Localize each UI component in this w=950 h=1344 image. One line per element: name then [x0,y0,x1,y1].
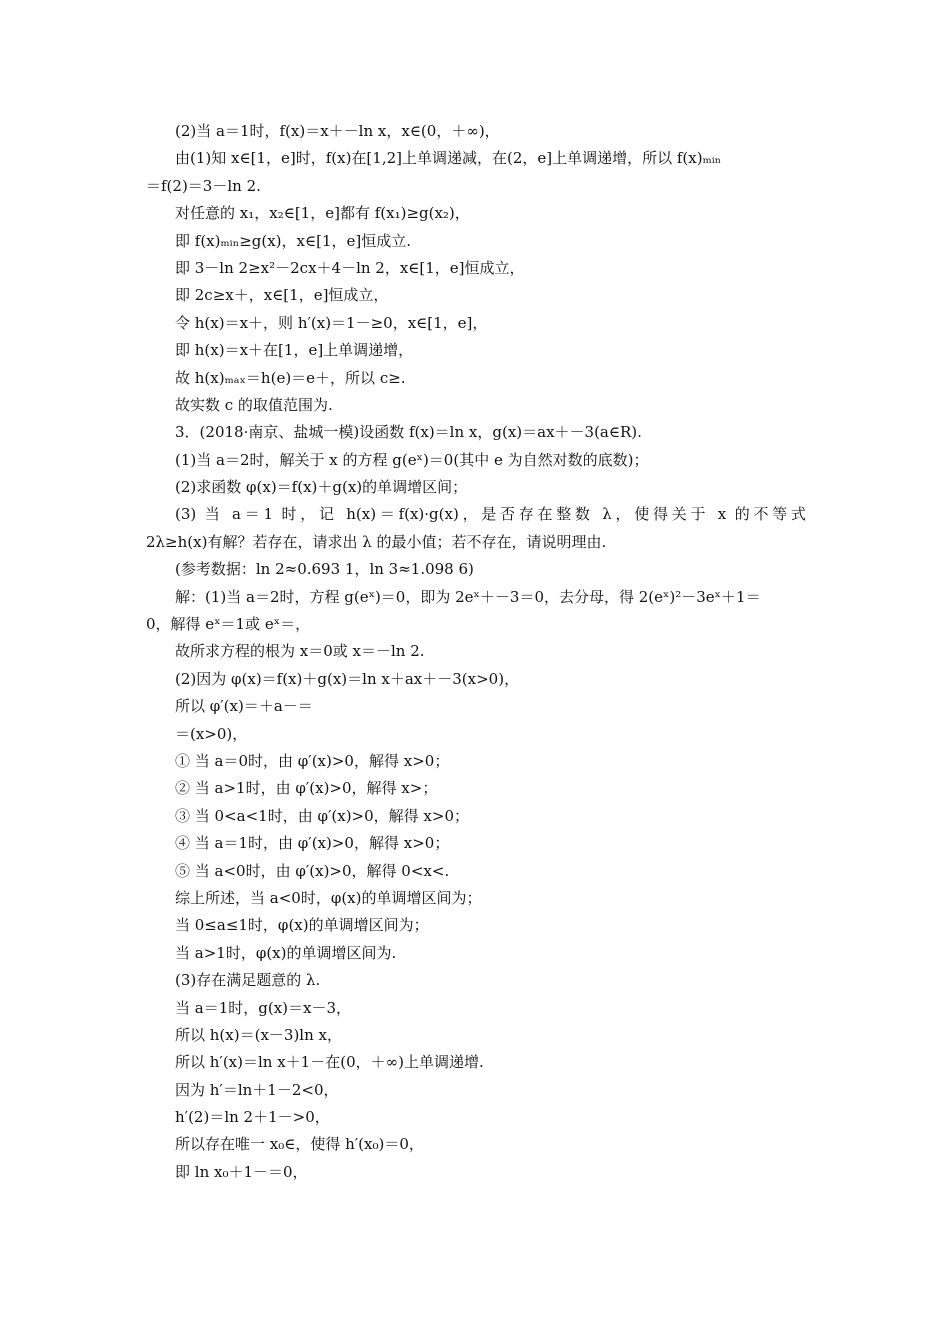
text-line: 所以 h′(x)＝ln x＋1－在(0，＋∞)上单调递增. [175,1053,484,1072]
text-line: 综上所述，当 a<0时，φ(x)的单调增区间为； [175,888,482,907]
text-line: 2λ≥h(x)有解？若存在，请求出 λ 的最小值；若不存在，请说明理由. [146,532,607,551]
text-line: ⑤ 当 a<0时，由 φ′(x)>0，解得 0<x<. [175,861,450,880]
text-line: (2)因为 φ(x)＝f(x)＋g(x)＝ln x＋ax＋－3(x>0)， [175,669,520,688]
text-line: 当 a>1时，φ(x)的单调增区间为. [175,943,397,962]
text-line: (3) 当 a＝1 时，记 h(x)＝f(x)·g(x)，是否存在整数 λ，使得关于 x 的不等式 [175,505,806,524]
text-line: 故所求方程的根为 x＝0或 x＝－ln 2. [175,642,425,661]
text-line: (2)当 a＝1时，f(x)＝x＋－ln x，x∈(0，＋∞)， [175,122,500,140]
text-line: ③ 当 0<a<1时，由 φ′(x)>0，解得 x>0； [175,806,469,825]
document-page [146,118,806,1186]
text-line: 0，解得 eˣ＝1或 eˣ＝， [146,615,311,634]
text-line: (3)存在满足题意的 λ. [175,971,321,990]
text-line: 所以 h(x)＝(x－3)ln x， [175,1025,342,1044]
text-line: ＝(x>0)， [175,724,248,743]
text-line: ① 当 a＝0时，由 φ′(x)>0，解得 x>0； [175,751,450,770]
text-line: ＝f(2)＝3－ln 2. [146,176,261,195]
text-line: 解：(1)当 a＝2时，方程 g(eˣ)＝0，即为 2eˣ＋－3＝0，去分母，得 2(eˣ)²－3eˣ＋1＝ [175,587,761,606]
text-line: 即 ln x₀＋1－＝0， [175,1162,308,1181]
text-line: (参考数据：ln 2≈0.693 1，ln 3≈1.098 6) [175,560,474,579]
text-line: 令 h(x)＝x＋，则 h′(x)＝1－≥0，x∈[1，e]， [175,313,488,332]
text-line: 所以存在唯一 x₀∈，使得 h′(x₀)＝0， [175,1135,424,1154]
text-line: 故实数 c 的取值范围为. [175,395,333,414]
text-line: 当 a＝1时，g(x)＝x－3， [175,998,352,1017]
text-line: h′(2)＝ln 2＋1－>0， [175,1108,330,1127]
text-line: 即 2c≥x＋，x∈[1，e]恒成立， [175,286,389,305]
text-line: 故 h(x)ₘₐₓ＝h(e)＝e＋，所以 c≥. [175,368,406,387]
text-line: 对任意的 x₁，x₂∈[1，e]都有 f(x₁)≥g(x₂)， [175,204,470,223]
text-line: 所以 φ′(x)＝＋a－＝ [175,697,313,716]
text-line: 由(1)知 x∈[1，e]时，f(x)在[1,2]上单调递减，在(2，e]上单调递增，所以 f(x)ₘᵢₙ [175,149,722,168]
text-line: 当 0≤a≤1时，φ(x)的单调增区间为； [175,916,429,935]
text-line: 因为 h′＝ln＋1－2<0， [175,1080,339,1099]
text-line: 即 h(x)＝x＋在[1，e]上单调递增， [175,341,414,360]
text-line: 即 f(x)ₘᵢₙ≥g(x)，x∈[1，e]恒成立. [175,231,411,250]
text-line: (1)当 a＝2时，解关于 x 的方程 g(eˣ)＝0(其中 e 为自然对数的底数)； [175,450,649,469]
text-line: 3．(2018·南京、盐城一模)设函数 f(x)＝ln x，g(x)＝ax＋－3(a∈R). [175,423,642,442]
text-line: ② 当 a>1时，由 φ′(x)>0，解得 x>； [175,779,438,798]
text-line: ④ 当 a＝1时，由 φ′(x)>0，解得 x>0； [175,834,450,853]
text-line: (2)求函数 φ(x)＝f(x)＋g(x)的单调增区间； [175,478,468,497]
text-line: 即 3－ln 2≥x²－2cx＋4－ln 2，x∈[1，e]恒成立， [175,258,525,277]
